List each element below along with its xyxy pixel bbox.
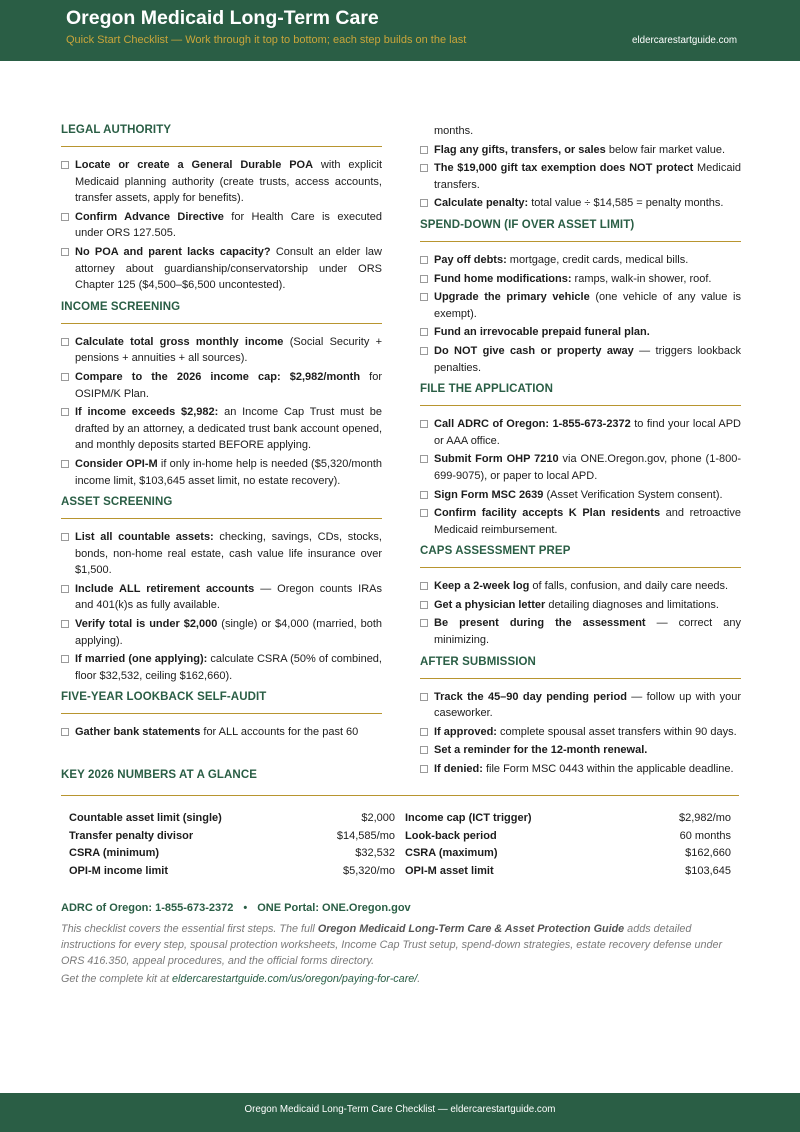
separator-dot: • [243, 902, 248, 914]
checkbox[interactable] [420, 164, 428, 172]
checklist-item: Be present during the assessment — correct any minimizing. [420, 615, 741, 648]
checklist-item: If income exceeds $2,982: an Income Cap Trust must be drafted by an attorney, a dedicated trust bank account opened, and monthly deposits started BEFORE applying. [61, 404, 382, 454]
checklist-item: If denied: file Form MSC 0443 within the applicable deadline. [420, 761, 741, 778]
checkbox[interactable] [420, 275, 428, 283]
footer-text: Oregon Medicaid Long-Term Care Checklist — eldercarestartguide.com [244, 1104, 556, 1115]
checklist-item: Keep a 2-week log of falls, confusion, and daily care needs. [420, 578, 741, 595]
key-numbers-left-column [69, 810, 395, 881]
section-title: LEGAL AUTHORITY [61, 124, 172, 136]
checkbox[interactable] [61, 338, 69, 346]
checkbox[interactable] [420, 693, 428, 701]
checklist-item: Confirm Advance Directive for Health Care is executed under ORS 127.505. [61, 209, 382, 242]
section-caps-assessment [420, 543, 741, 648]
section-income-screening [61, 299, 382, 489]
guide-title: Oregon Medicaid Long-Term Care & Asset Protection Guide [317, 923, 625, 935]
header-bar [0, 0, 800, 61]
checkbox[interactable] [61, 408, 69, 416]
key-number-row [405, 845, 731, 863]
checklist-item: Locate or create a General Durable POA with explicit Medicaid planning authority (create trusts, access accounts, transfer assets, apply for benefits). [61, 157, 382, 207]
checkbox[interactable] [420, 347, 428, 355]
checklist-item: Gather bank statements for ALL accounts for the past 60 [61, 724, 382, 741]
section-title: AFTER SUBMISSION [420, 655, 536, 668]
section-lookback-continued [420, 123, 741, 212]
checkbox[interactable] [61, 248, 69, 256]
checkbox[interactable] [420, 619, 428, 627]
section-title: FILE THE APPLICATION [420, 383, 553, 396]
checkbox[interactable] [420, 199, 428, 207]
checklist-item: Compare to the 2026 income cap: $2,982/month for OSIPM/K Plan. [61, 369, 382, 402]
checklist-item: Calculate penalty: total value ÷ $14,585 = penalty months. [420, 195, 741, 212]
checkbox[interactable] [61, 728, 69, 736]
checkbox[interactable] [61, 373, 69, 381]
guide-note: This checklist covers the essential first steps. The full Oregon Medicaid Long-Term Care & Asset Protection Guide adds detailed instructions for every step, spousal protection worksheets, Income Cap Trust setup, spend-down strategies, estate recovery defense under ORS 416.350, appeal procedures, and the official forms directory. [61, 923, 723, 968]
checkbox[interactable] [420, 509, 428, 517]
section-divider [420, 241, 741, 242]
key-number-value: $103,645 [685, 865, 731, 878]
checkbox[interactable] [61, 620, 69, 628]
checkbox[interactable] [420, 601, 428, 609]
right-column [420, 122, 741, 783]
section-lookback-audit [61, 689, 382, 741]
checkbox[interactable] [61, 460, 69, 468]
key-number-row [69, 828, 395, 846]
key-number-value: $2,000 [361, 812, 395, 824]
key-number-value: $32,532 [355, 847, 395, 860]
checkbox[interactable] [420, 582, 428, 590]
checkbox[interactable] [61, 533, 69, 541]
kit-note: Get the complete kit at eldercarestartguide.com/us/oregon/paying-for-care/. [61, 973, 421, 985]
key-number-value: 60 months [679, 829, 731, 842]
checklist-item: List all countable assets: checking, savings, CDs, stocks, bonds, non-home real estate, cash value life insurance over $1,500. [61, 529, 382, 579]
key-number-label: Look-back period [405, 829, 497, 842]
section-divider [420, 678, 741, 679]
section-divider [61, 518, 382, 519]
key-number-label: Income cap (ICT trigger) [405, 812, 532, 824]
section-legal-authority [61, 122, 382, 294]
item-continuation: months. [434, 125, 474, 137]
checklist-item: Calculate total gross monthly income (Social Security + pensions + annuities + all sources). [61, 334, 382, 367]
checkbox[interactable] [420, 728, 428, 736]
key-number-row [405, 828, 731, 846]
checklist-item: Include ALL retirement accounts — Oregon counts IRAs and 401(k)s as fully available. [61, 581, 382, 614]
key-number-value: $2,982/mo [679, 812, 731, 824]
section-after-submission [420, 654, 741, 778]
checkbox[interactable] [61, 213, 69, 221]
section-spend-down [420, 217, 741, 376]
checklist-item: Fund an irrevocable prepaid funeral plan. [420, 324, 741, 341]
footer-bar [0, 1093, 800, 1132]
checkbox[interactable] [420, 256, 428, 264]
checkbox[interactable] [420, 455, 428, 463]
one-portal-link[interactable]: ONE Portal: ONE.Oregon.gov [257, 902, 411, 914]
page-title: Oregon Medicaid Long-Term Care [66, 7, 379, 29]
checkbox[interactable] [61, 161, 69, 169]
key-number-row [69, 810, 395, 828]
key-number-value: $14,585/mo [336, 829, 395, 842]
checklist-item: If approved: complete spousal asset transfers within 90 days. [420, 724, 741, 741]
checklist-item: Submit Form OHP 7210 via ONE.Oregon.gov, phone (1-800-699-9075), or paper to local APD. [420, 451, 741, 484]
section-title: ASSET SCREENING [61, 496, 173, 509]
checklist-item: Pay off debts: mortgage, credit cards, medical bills. [420, 252, 741, 269]
key-number-label: Transfer penalty divisor [69, 829, 194, 842]
checklist-item: Flag any gifts, transfers, or sales below fair market value. [420, 142, 741, 159]
checklist-item: Call ADRC of Oregon: 1-855-673-2372 to find your local APD or AAA office. [420, 416, 741, 449]
checklist-item: No POA and parent lacks capacity? Consult an elder law attorney about guardianship/conservatorship under ORS Chapter 125 ($4,500–$6,500 uncontested). [61, 244, 382, 294]
checkbox[interactable] [420, 746, 428, 754]
contact-line [61, 902, 411, 914]
section-title: FIVE-YEAR LOOKBACK SELF-AUDIT [61, 691, 267, 704]
checklist-item: Verify total is under $2,000 (single) or $4,000 (married, both applying). [61, 616, 382, 649]
section-title: SPEND-DOWN (IF OVER ASSET LIMIT) [420, 218, 635, 231]
key-number-label: Countable asset limit (single) [69, 812, 222, 824]
checkbox[interactable] [420, 491, 428, 499]
section-title: KEY 2026 NUMBERS AT A GLANCE [61, 769, 257, 781]
checklist-item: Do NOT give cash or property away — triggers lookback penalties. [420, 343, 741, 376]
left-column [61, 122, 382, 746]
checklist-item: Confirm facility accepts K Plan residents and retroactive Medicaid reimbursement. [420, 505, 741, 538]
checklist-item: The $19,000 gift tax exemption does NOT protect Medicaid transfers. [420, 160, 741, 193]
checklist-item: Sign Form MSC 2639 (Asset Verification System consent). [420, 487, 741, 504]
checklist-item: Upgrade the primary vehicle (one vehicle of any value is exempt). [420, 289, 741, 322]
key-number-row [405, 810, 731, 828]
section-title: INCOME SCREENING [61, 300, 181, 313]
checkbox[interactable] [420, 146, 428, 154]
section-divider [61, 146, 382, 147]
key-numbers-section [61, 767, 739, 881]
section-divider [420, 567, 741, 568]
checkbox[interactable] [420, 328, 428, 336]
checklist-item: If married (one applying): calculate CSRA (50% of combined, floor $32,532, ceiling $162,660). [61, 651, 382, 684]
key-number-row [69, 863, 395, 881]
section-divider [61, 795, 739, 796]
section-file-application [420, 381, 741, 538]
key-number-label: OPI-M income limit [69, 865, 169, 878]
key-numbers-table [61, 810, 739, 881]
checklist-item: Set a reminder for the 12-month renewal. [420, 742, 741, 759]
checkbox[interactable] [61, 655, 69, 663]
key-number-label: CSRA (minimum) [69, 847, 160, 860]
checkbox[interactable] [420, 293, 428, 301]
section-title: CAPS ASSESSMENT PREP [420, 545, 571, 558]
adrc-phone[interactable]: ADRC of Oregon: 1-855-673-2372 [61, 902, 234, 914]
section-divider [61, 323, 382, 324]
checkbox[interactable] [61, 585, 69, 593]
section-divider [61, 713, 382, 714]
key-number-value: $5,320/mo [343, 865, 395, 878]
key-number-row [405, 863, 731, 881]
checkbox[interactable] [420, 420, 428, 428]
checklist-item: Get a physician letter detailing diagnoses and limitations. [420, 597, 741, 614]
kit-link[interactable]: eldercarestartguide.com/us/oregon/paying-for-care/ [172, 973, 418, 985]
key-numbers-right-column [405, 810, 731, 881]
key-number-value: $162,660 [685, 847, 731, 860]
checklist-item: Fund home modifications: ramps, walk-in shower, roof. [420, 271, 741, 288]
page-subtitle: Quick Start Checklist — Work through it top to bottom; each step builds on the last [66, 34, 467, 46]
header-site-link[interactable]: eldercarestartguide.com [632, 35, 738, 46]
section-divider [420, 405, 741, 406]
key-number-label: OPI-M asset limit [405, 865, 494, 878]
checklist-item: Consider OPI-M if only in-home help is needed ($5,320/month income limit, $103,645 asset limit, no estate recovery). [61, 456, 382, 489]
key-number-row [69, 845, 395, 863]
checklist-item: Track the 45–90 day pending period — follow up with your caseworker. [420, 689, 741, 722]
key-number-label: CSRA (maximum) [405, 847, 498, 860]
section-asset-screening [61, 494, 382, 684]
